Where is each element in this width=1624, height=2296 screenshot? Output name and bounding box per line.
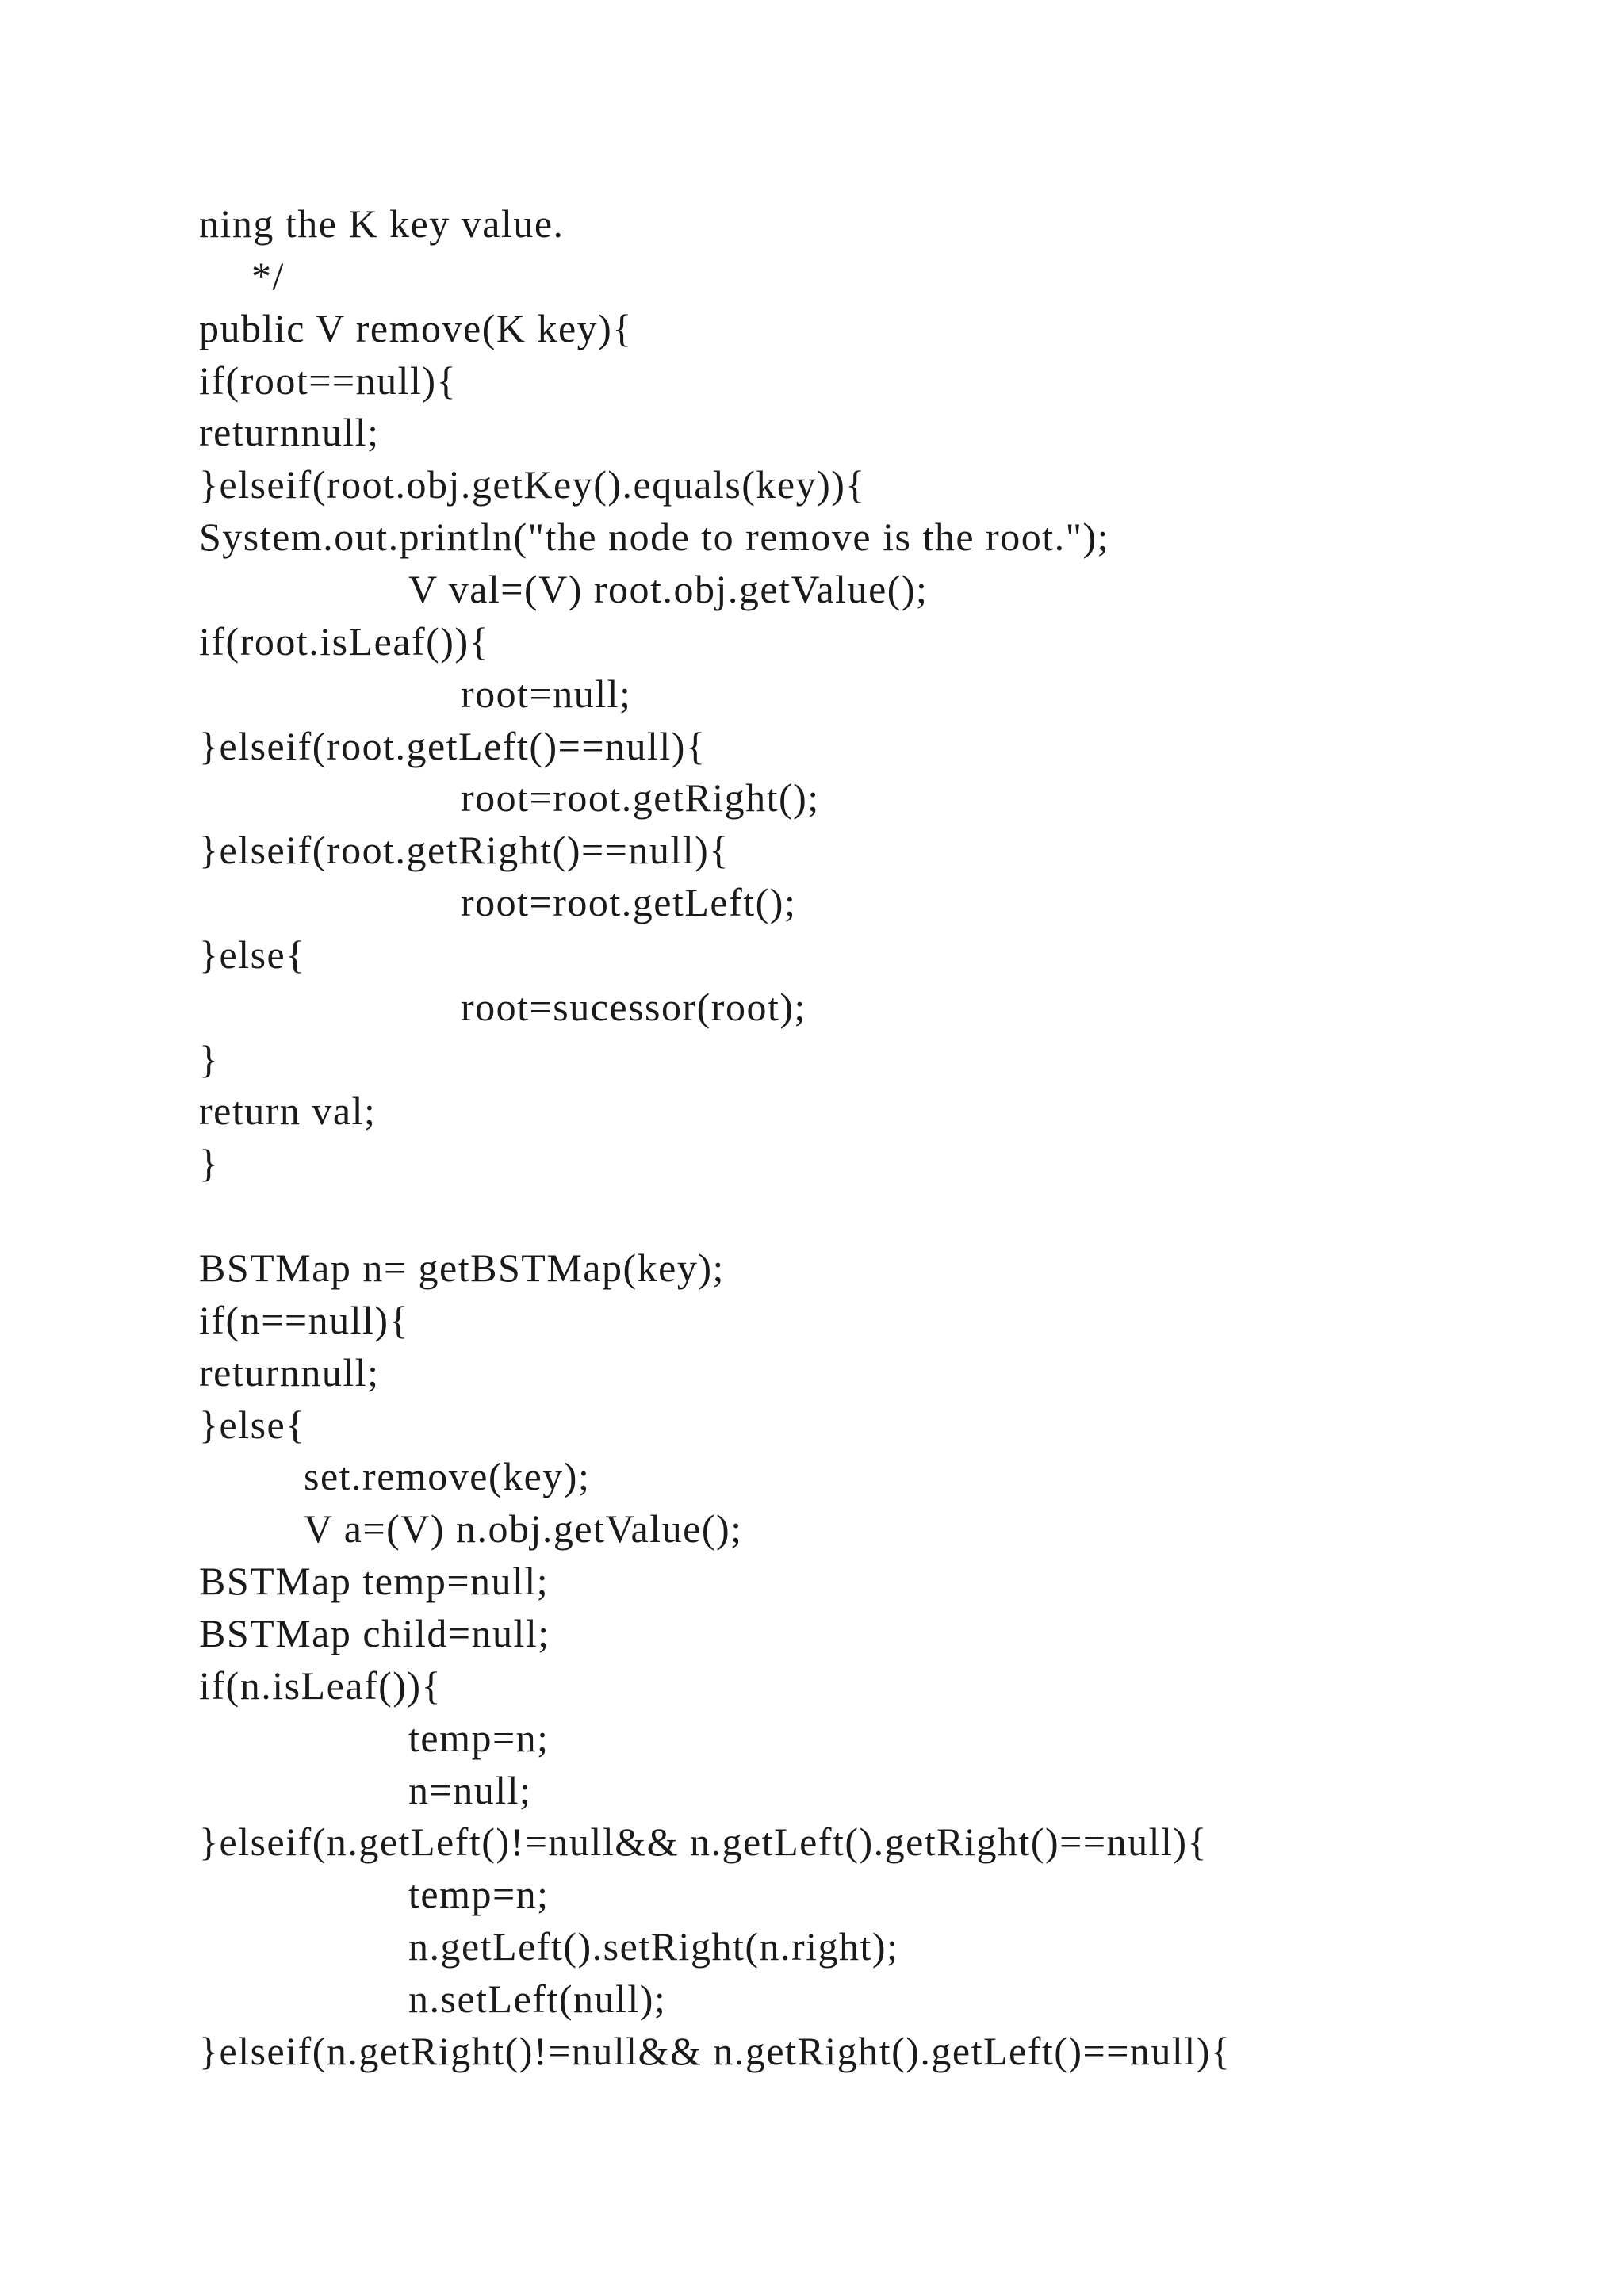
code-line: return val; (199, 1089, 377, 1133)
code-line: }elseif(n.getLeft()!=null&& n.getLeft().getRight()==null){ (199, 1820, 1208, 1864)
code-line: root=root.getRight(); (461, 775, 820, 820)
code-line: n=null; (408, 1768, 532, 1812)
code-line: BSTMap n= getBSTMap(key); (199, 1246, 725, 1290)
code-line: n.setLeft(null); (408, 1976, 667, 2021)
code-line: public V remove(K key){ (199, 306, 633, 350)
code-line: V a=(V) n.obj.getValue(); (304, 1506, 743, 1551)
code-line: if(n.isLeaf()){ (199, 1663, 442, 1708)
code-line: temp=n; (408, 1872, 550, 1916)
code-line: } (199, 1037, 220, 1081)
code-line: root=root.getLeft(); (461, 880, 797, 924)
code-line: }else{ (199, 932, 306, 977)
code-line: } (199, 1141, 220, 1185)
code-line: BSTMap temp=null; (199, 1559, 550, 1603)
code-line: ning the K key value. (199, 201, 565, 246)
code-line: if(root.isLeaf()){ (199, 619, 490, 664)
code-line: if(root==null){ (199, 358, 458, 403)
code-line: V val=(V) root.obj.getValue(); (408, 567, 929, 611)
code-line: BSTMap child=null; (199, 1611, 550, 1655)
code-line: n.getLeft().setRight(n.right); (408, 1924, 899, 1969)
code-line: }elseif(root.getRight()==null){ (199, 828, 730, 872)
code-line: */ (251, 254, 285, 298)
code-line: }elseif(root.getLeft()==null){ (199, 724, 707, 768)
code-line: }elseif(n.getRight()!=null&& n.getRight().getLeft()==null){ (199, 2029, 1231, 2073)
code-line: System.out.println("the node to remove is the root."); (199, 515, 1110, 559)
code-line: root=null; (461, 672, 632, 716)
code-line: returnnull; (199, 410, 380, 454)
code-line: if(n==null){ (199, 1298, 410, 1342)
code-line: set.remove(key); (304, 1454, 591, 1498)
code-line: }else{ (199, 1402, 306, 1447)
code-line: }elseif(root.obj.getKey().equals(key)){ (199, 462, 866, 507)
code-line: temp=n; (408, 1716, 550, 1760)
code-line: returnnull; (199, 1350, 380, 1395)
code-line: root=sucessor(root); (461, 985, 806, 1029)
